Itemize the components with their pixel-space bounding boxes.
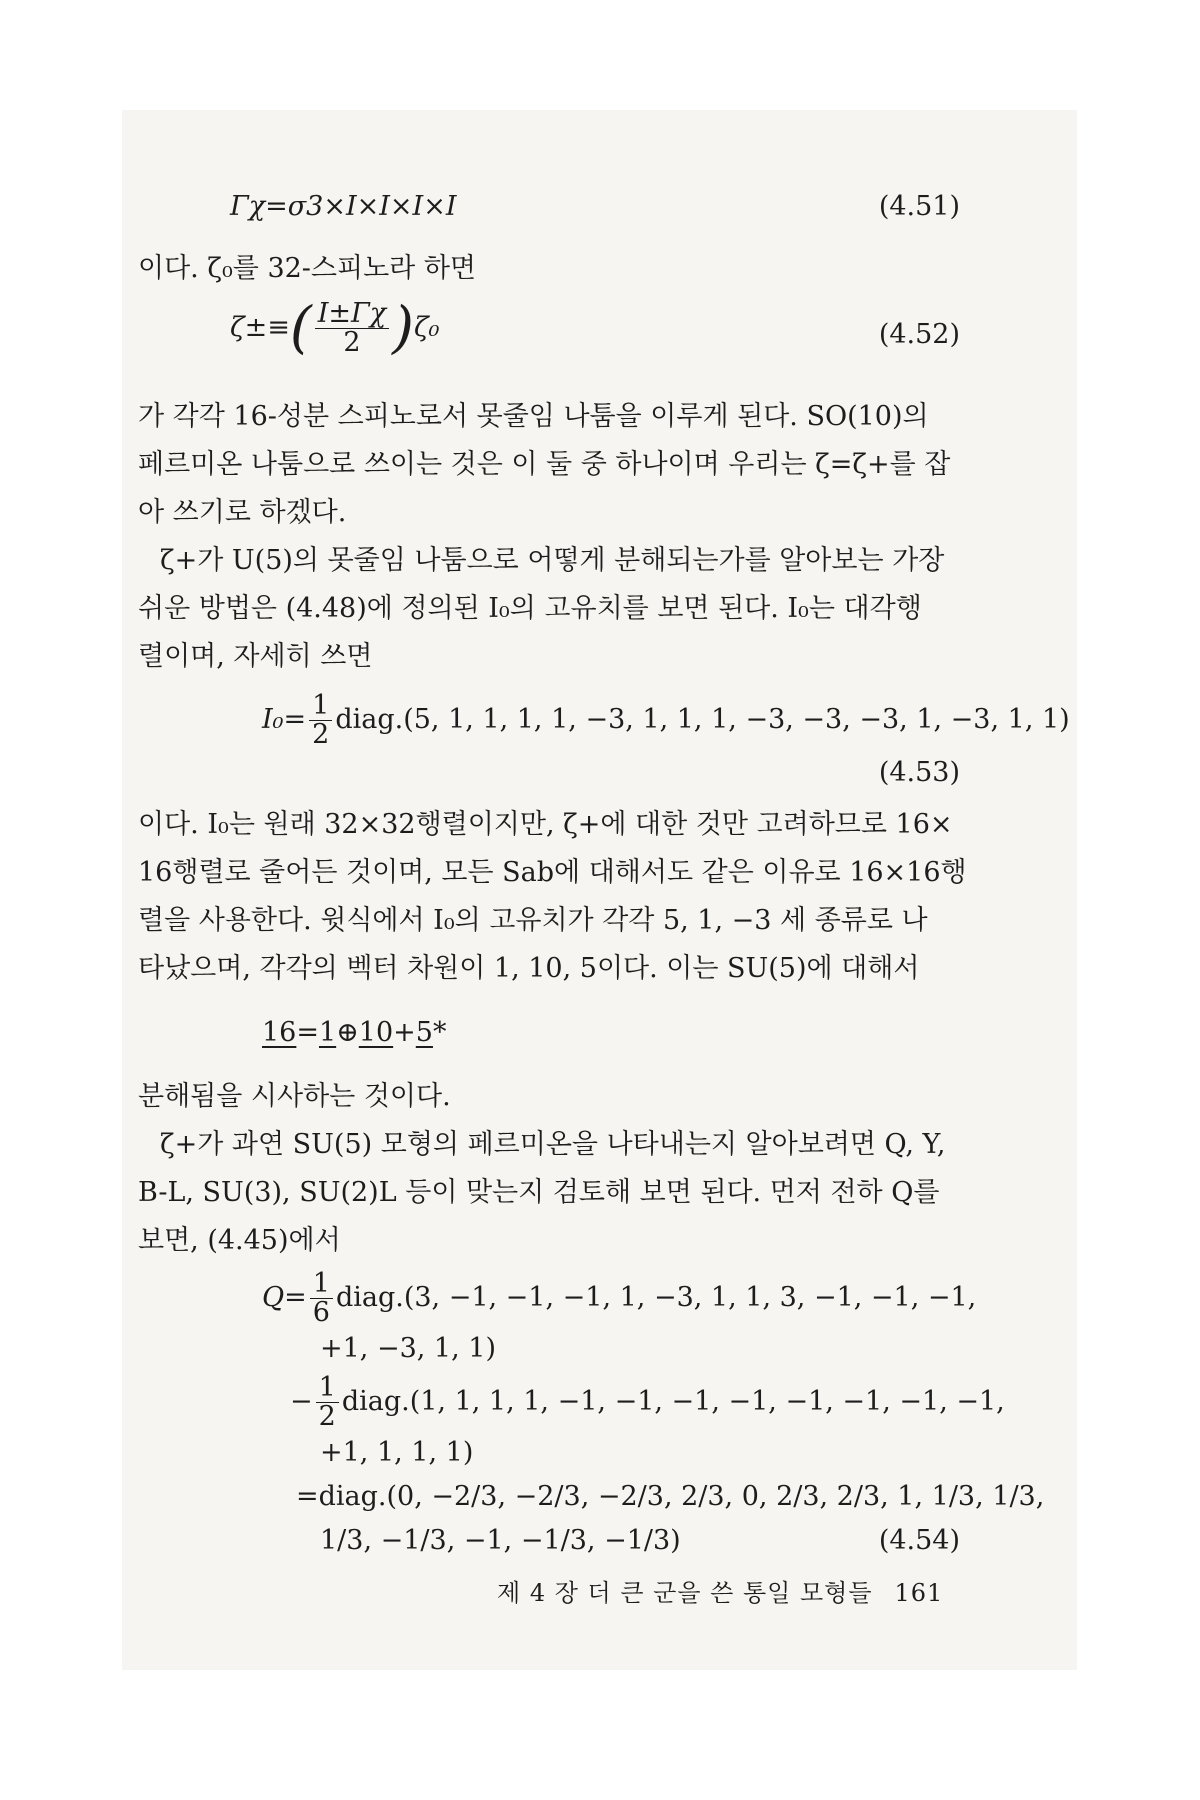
eq454-fraction-2 bbox=[316, 1374, 339, 1431]
eq452-lhs: ζ±≡ bbox=[230, 312, 290, 343]
paragraph-2-line-1: 가 각각 16-성분 스피노로서 못줄임 나툼을 이루게 된다. SO(10)의 bbox=[138, 401, 929, 432]
eq454-numerator-2: 1 bbox=[316, 1374, 339, 1403]
paragraph-3-line-1: ζ+가 U(5)의 못줄임 나툼으로 어떻게 분해되는가를 알아보는 가장 bbox=[160, 545, 945, 576]
eq453-denominator: 2 bbox=[312, 719, 330, 750]
paragraph-4-line-3: 렬을 사용한다. 윗식에서 I₀의 고유치가 각각 5, 1, −3 세 종류로 나 bbox=[138, 905, 928, 936]
paragraph-1-line-1: 이다. ζ₀를 32-스피노라 하면 bbox=[138, 253, 477, 284]
equation-4-54-row-2: +1, −3, 1, 1) bbox=[320, 1333, 496, 1364]
equation-4-54-row-1 bbox=[262, 1268, 976, 1328]
decomp-10: 10 bbox=[358, 1017, 394, 1048]
paragraph-6-line-1: ζ+가 과연 SU(5) 모형의 페르미온을 나타내는지 알아보려면 Q, Y, bbox=[160, 1129, 946, 1160]
chapter-title: 제 4 장 더 큰 군을 쓴 통일 모형들 bbox=[497, 1579, 873, 1607]
eq454-denominator-2: 2 bbox=[318, 1401, 336, 1432]
paragraph-3-line-2: 쉬운 방법은 (4.48)에 정의된 I₀의 고유치를 보면 된다. I₀는 대각행 bbox=[138, 593, 922, 624]
paragraph-3-line-3: 렬이며, 자세히 쓰면 bbox=[138, 641, 373, 672]
decomp-5: 5 bbox=[415, 1017, 433, 1048]
equation-number-4-54: (4.54) bbox=[878, 1525, 960, 1556]
equation-4-54-row-6: 1/3, −1/3, −1, −1/3, −1/3) bbox=[320, 1525, 681, 1556]
eq453-rhs: diag.(5, 1, 1, 1, 1, −3, 1, 1, 1, −3, −3, −3, 1, −3, 1, 1) bbox=[335, 704, 1070, 735]
equation-4-54-row-3 bbox=[290, 1372, 1005, 1432]
eq454-denominator-1: 6 bbox=[312, 1297, 330, 1328]
paragraph-2-line-2: 페르미온 나툼으로 쓰이는 것은 이 둘 중 하나이며 우리는 ζ=ζ+를 잡 bbox=[138, 449, 951, 480]
eq452-left-paren: ( bbox=[289, 295, 312, 361]
eq453-fraction bbox=[309, 692, 332, 749]
page-footer bbox=[497, 1578, 943, 1608]
decomp-plus: + bbox=[393, 1017, 416, 1048]
page-number: 161 bbox=[894, 1579, 944, 1607]
eq454-numerator-1: 1 bbox=[310, 1270, 333, 1299]
paragraph-6-line-3: 보면, (4.45)에서 bbox=[138, 1225, 341, 1256]
eq452-fraction bbox=[315, 300, 389, 357]
eq452-numerator: I±Γχ bbox=[315, 300, 389, 329]
decomposition-equation bbox=[262, 1016, 446, 1050]
equation-4-53 bbox=[262, 690, 1070, 750]
eq454-minus: − bbox=[290, 1386, 313, 1417]
decomp-1: 1 bbox=[318, 1017, 337, 1048]
eq452-rhs: ζ₀ bbox=[414, 312, 440, 343]
paragraph-5-line-1: 분해됨을 시사하는 것이다. bbox=[138, 1081, 451, 1112]
equation-number-4-53: (4.53) bbox=[878, 757, 960, 788]
paragraph-4-line-2: 16행렬로 줄어든 것이며, 모든 Sab에 대해서도 같은 이유로 16×16행 bbox=[138, 857, 967, 888]
equation-4-54-row-4: +1, 1, 1, 1) bbox=[320, 1437, 474, 1468]
paragraph-4-line-4: 타났으며, 각각의 벡터 차원이 1, 10, 5이다. 이는 SU(5)에 대해서 bbox=[138, 953, 920, 984]
eq454-fraction-1 bbox=[310, 1270, 333, 1327]
paragraph-2-line-3: 아 쓰기로 하겠다. bbox=[138, 497, 347, 528]
equation-4-54-row-5: =diag.(0, −2/3, −2/3, −2/3, 2/3, 0, 2/3, 2/3, 1, 1/3, 1/3, bbox=[296, 1481, 1045, 1512]
eq452-denominator: 2 bbox=[343, 327, 361, 358]
eq453-numerator: 1 bbox=[309, 692, 332, 721]
paragraph-4-line-1: 이다. I₀는 원래 32×32행렬이지만, ζ+에 대한 것만 고려하므로 16× bbox=[138, 809, 953, 840]
decomp-16: 16 bbox=[262, 1017, 297, 1048]
equation-4-51: Γχ=σ3×I×I×I×I bbox=[230, 191, 457, 222]
equation-number-4-52: (4.52) bbox=[878, 319, 960, 350]
eq454-row-1-text: diag.(3, −1, −1, −1, 1, −3, 1, 1, 3, −1, −1, −1, bbox=[335, 1282, 977, 1313]
equation-4-52 bbox=[230, 295, 440, 361]
decomp-oplus: ⊕ bbox=[336, 1017, 359, 1048]
eq452-right-paren: ) bbox=[392, 295, 414, 361]
eq454-row-3-text: diag.(1, 1, 1, 1, −1, −1, −1, −1, −1, −1, −1, −1, bbox=[341, 1386, 1005, 1417]
equation-number-4-51: (4.51) bbox=[878, 191, 960, 222]
eq453-lhs: I₀= bbox=[262, 704, 307, 735]
decomp-star: * bbox=[432, 1017, 447, 1048]
paragraph-6-line-2: B-L, SU(3), SU(2)L 등이 맞는지 검토해 보면 된다. 먼저 전하 Q를 bbox=[138, 1177, 940, 1208]
decomp-equals: = bbox=[296, 1017, 319, 1048]
eq454-lhs: Q= bbox=[262, 1282, 307, 1313]
